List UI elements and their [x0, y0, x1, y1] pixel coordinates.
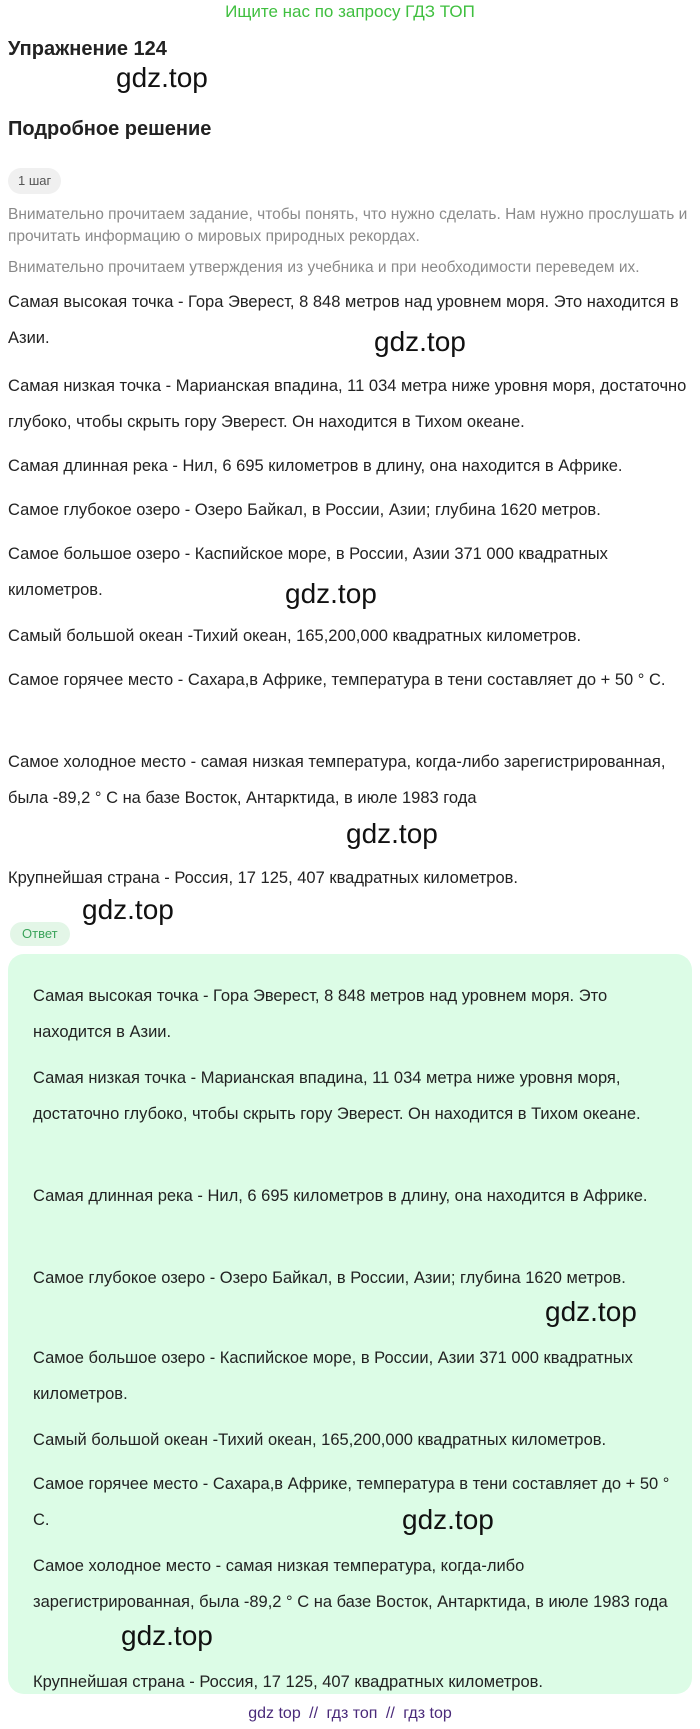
watermark: gdz.top [374, 326, 466, 357]
intro-text: Внимательно прочитаем утверждения из учебника и при необходимости переведем их. [8, 259, 640, 276]
watermark: gdz.top [402, 1504, 494, 1535]
fact-paragraph: Самая низкая точка - Марианская впадина, 11 034 метра ниже уровня моря, достаточно глубоко, чтобы скрыть гору Эверест. Он находится в Тихом океане. [8, 377, 687, 431]
footer-link-gdz-top-ru[interactable]: гдз топ [326, 1705, 378, 1722]
answer-paragraph: Самое горячее место - Сахара,в Африке, температура в тени составляет до + 50 ° C. [33, 1475, 670, 1529]
answer-paragraph: Самая высокая точка - Гора Эверест, 8 848 метров над уровнем моря. Это находится в Азии. [33, 987, 608, 1041]
watermark: gdz.top [545, 1296, 637, 1327]
footer-links [0, 1700, 700, 1728]
answer-paragraph: Самая длинная река - Нил, 6 695 километров в длину, она находится в Африке. [33, 1187, 648, 1205]
watermark: gdz.top [82, 894, 174, 925]
watermark: gdz.top [121, 1620, 213, 1651]
fact-paragraph: Самая высокая точка - Гора Эверест, 8 848 метров над уровнем моря. Это находится в Азии. [8, 293, 679, 347]
search-banner: Ищите нас по запросу ГДЗ ТОП [225, 2, 475, 21]
intro-text: Внимательно прочитаем задание, чтобы понять, что нужно сделать. Нам нужно прослушать и прочитать информацию о мировых природных рекордах. [8, 206, 688, 245]
fact-paragraph: Самое глубокое озеро - Озеро Байкал, в России, Азии; глубина 1620 метров. [8, 501, 601, 519]
answer-badge: Ответ [10, 922, 70, 946]
footer-link-gdz-top-mixed[interactable]: гдз top [403, 1705, 452, 1722]
answer-paragraph: Крупнейшая страна - Россия, 17 125, 407 квадратных километров. [33, 1673, 543, 1691]
answer-paragraph: Самый большой океан -Тихий океан, 165,200,000 квадратных километров. [33, 1431, 607, 1449]
fact-paragraph: Крупнейшая страна - Россия, 17 125, 407 квадратных километров. [8, 869, 518, 887]
footer-separator: // [309, 1705, 319, 1722]
fact-paragraph: Самый большой океан -Тихий океан, 165,200,000 квадратных километров. [8, 627, 582, 645]
footer-link-gdz-top[interactable]: gdz top [248, 1705, 301, 1722]
fact-paragraph: Самая длинная река - Нил, 6 695 километров в длину, она находится в Африке. [8, 457, 623, 475]
page-title: Упражнение 124 [8, 38, 167, 60]
answer-paragraph: Самое глубокое озеро - Озеро Байкал, в России, Азии; глубина 1620 метров. [33, 1269, 626, 1287]
watermark: gdz.top [285, 578, 377, 609]
step-badge: 1 шаг [8, 168, 61, 194]
fact-paragraph: Самое большое озеро - Каспийское море, в России, Азии 371 000 квадратных километров. [8, 545, 608, 599]
watermark: gdz.top [346, 818, 438, 849]
fact-paragraph: Самое холодное место - самая низкая температура, когда-либо зарегистрированная, была -89,2 ° C на базе Восток, Антарктида, в июле 1983 года [8, 753, 666, 807]
footer-separator: // [385, 1705, 395, 1722]
section-title: Подробное решение [8, 118, 212, 140]
fact-paragraph: Самое горячее место - Сахара,в Африке, температура в тени составляет до + 50 ° C. [8, 671, 666, 689]
answer-paragraph: Самая низкая точка - Марианская впадина, 11 034 метра ниже уровня моря, достаточно глубоко, чтобы скрыть гору Эверест. Он находится в Тихом океане. [33, 1069, 641, 1123]
answer-paragraph: Самое холодное место - самая низкая температура, когда-либо зарегистрированная, была -89,2 ° C на базе Восток, Антарктида, в июле 1983 года [33, 1557, 668, 1611]
answer-paragraph: Самое большое озеро - Каспийское море, в России, Азии 371 000 квадратных километров. [33, 1349, 633, 1403]
watermark: gdz.top [116, 62, 208, 93]
